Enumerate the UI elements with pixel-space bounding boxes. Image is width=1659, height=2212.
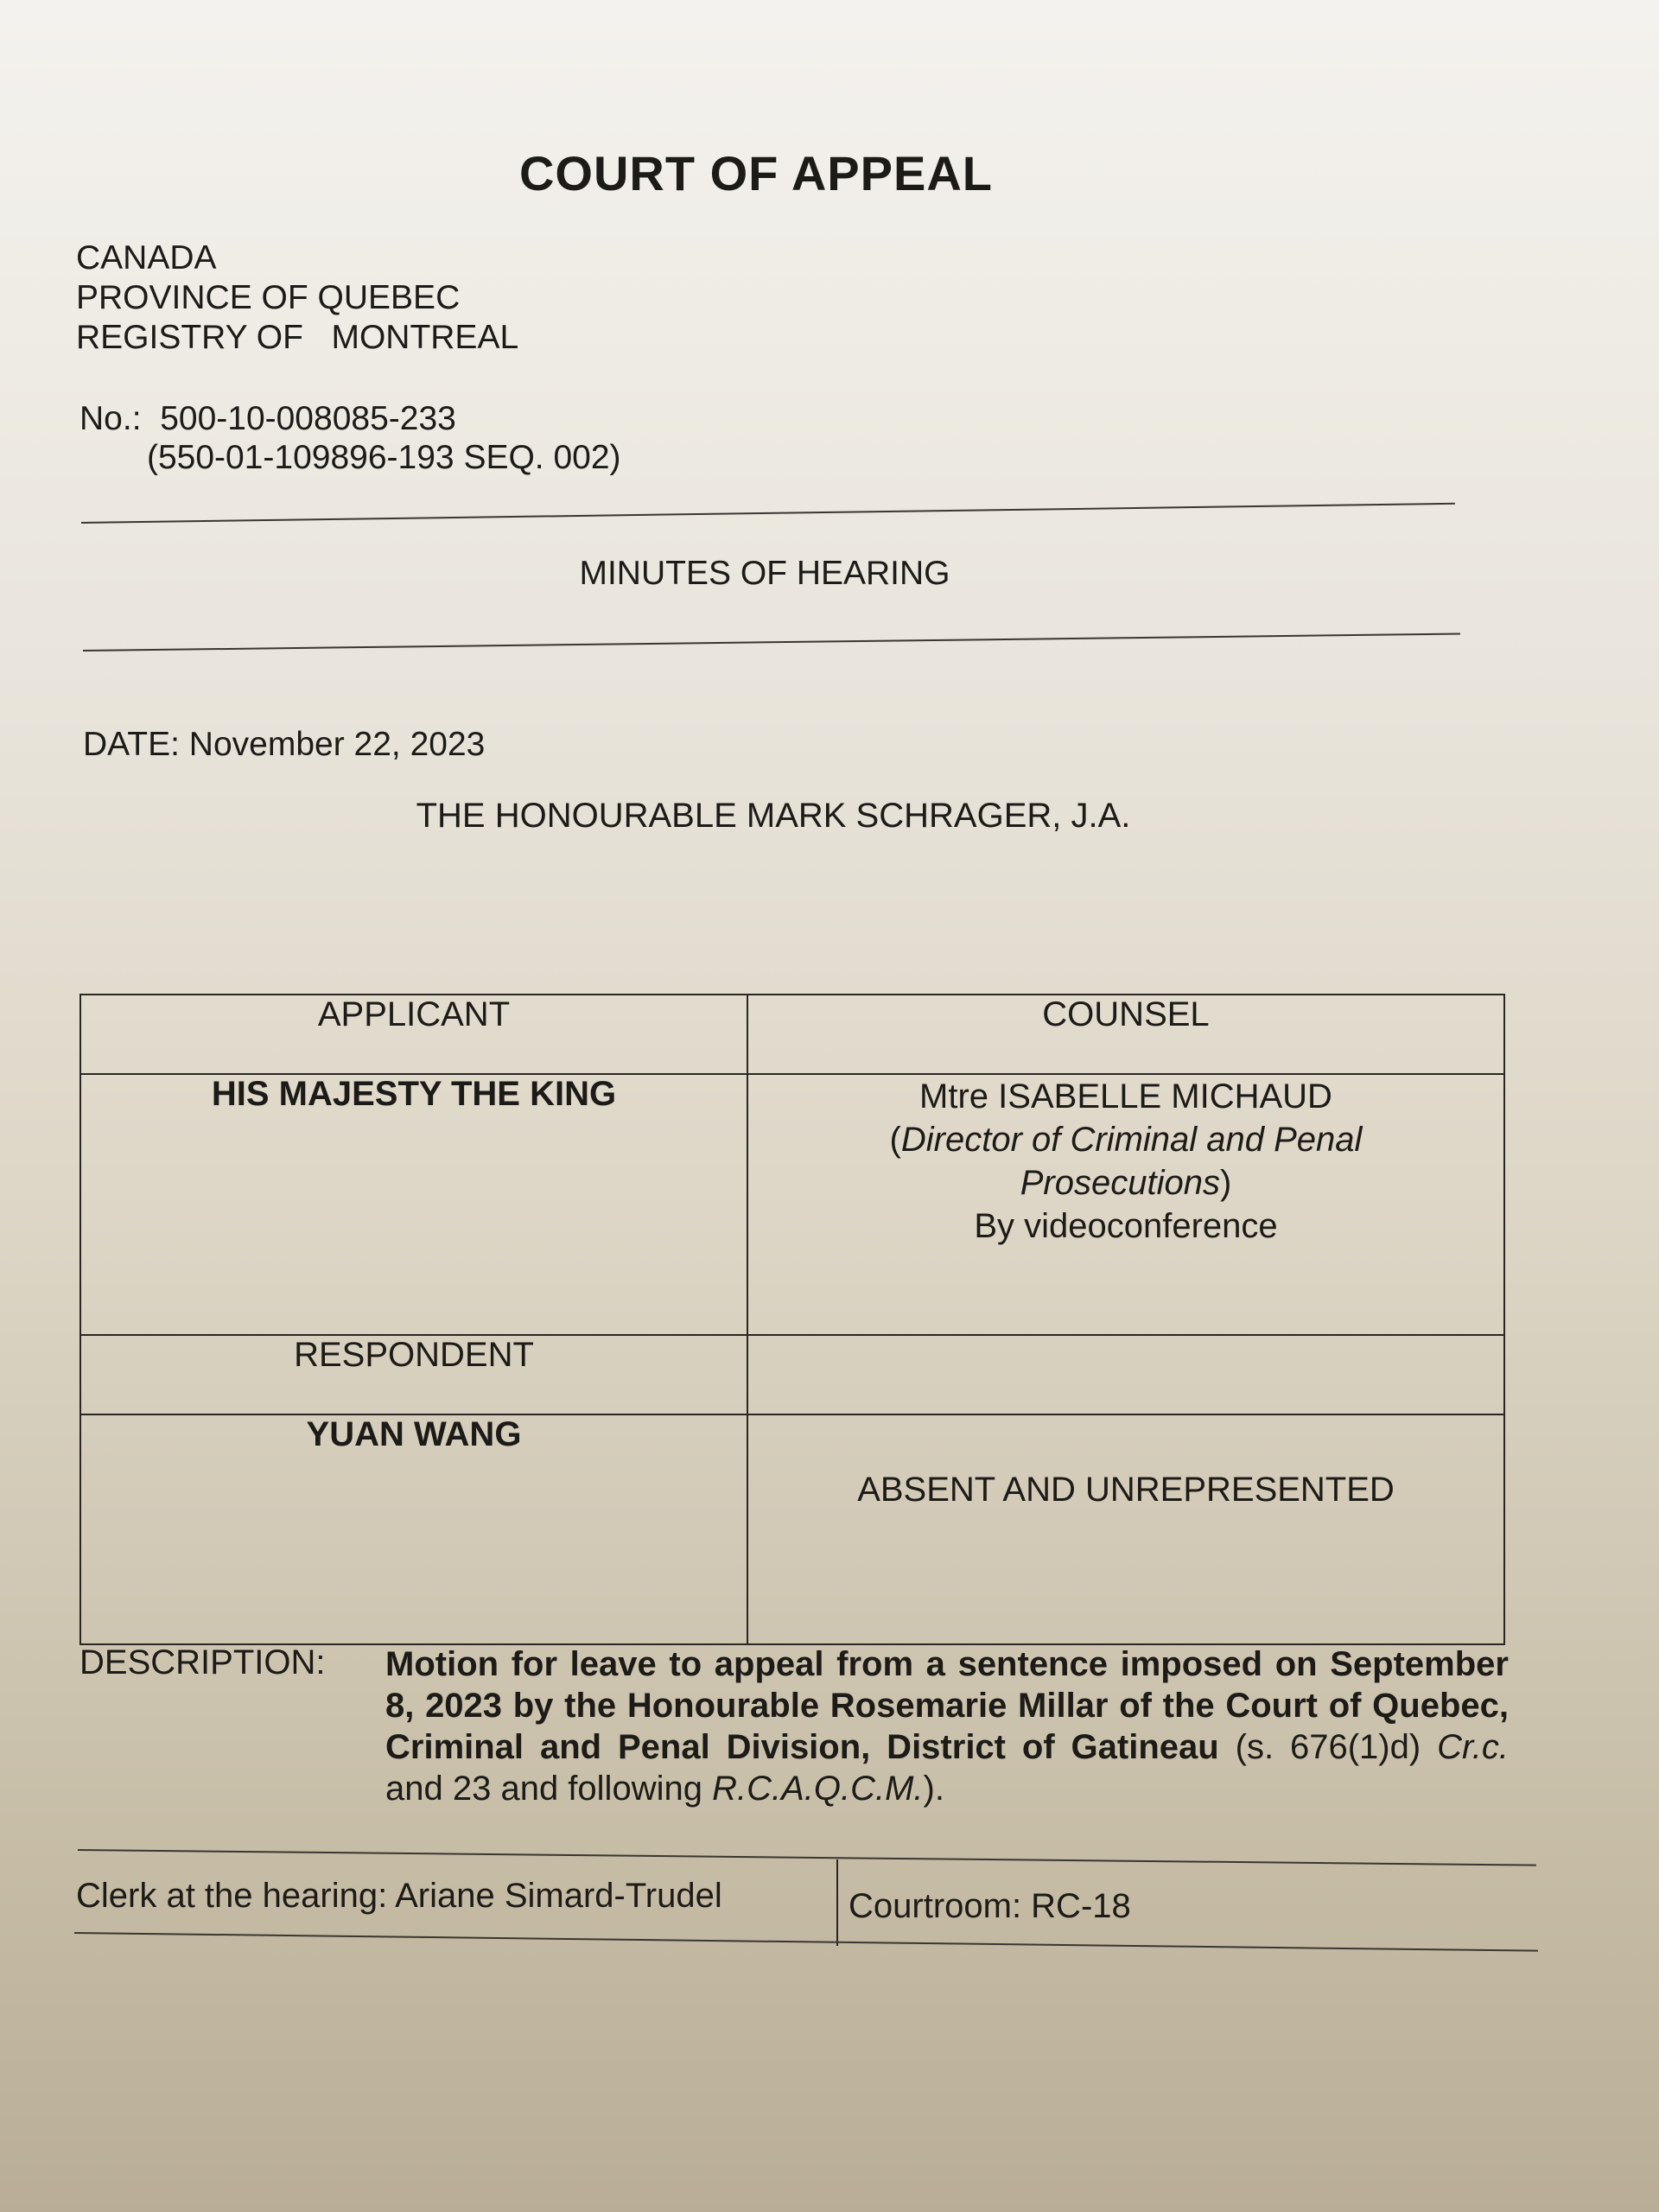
counsel-org-name: Director of Criminal and Penal Prosecutions: [900, 1121, 1363, 1202]
respondent-name: YUAN WANG: [80, 1414, 747, 1644]
description-italic-2: R.C.A.Q.C.M.: [712, 1770, 924, 1808]
divider-bottom: [83, 633, 1460, 652]
counsel-attendance-mode: By videoconference: [974, 1207, 1278, 1245]
respondent-header-blank: [747, 1335, 1504, 1414]
court-title: COURT OF APPEAL: [518, 146, 994, 200]
description-text-1: (s. 676(1)d): [1218, 1728, 1438, 1766]
applicant-name: HIS MAJESTY THE KING: [80, 1074, 747, 1335]
description-text-2: and 23 and following: [385, 1770, 713, 1808]
province-label: PROVINCE OF QUEBEC: [76, 279, 461, 316]
applicant-counsel-cell: [747, 1074, 1504, 1335]
case-sub-number: (550-01-109896-193 SEQ. 002): [147, 439, 621, 476]
jurisdiction-block: [76, 238, 518, 358]
description-bold-text: Motion for leave to appeal from a sentence imposed on September 8, 2023 by the Honourable Rosemarie Millar of the Court of Quebec, Criminal and Penal Division, District of Gatineau: [385, 1645, 1509, 1766]
respondent-counsel: ABSENT AND UNREPRESENTED: [747, 1414, 1504, 1644]
presiding-judge: THE HONOURABLE MARK SCHRAGER, J.A.: [416, 797, 1131, 835]
footer-divider-bottom: [74, 1932, 1538, 1952]
country-label: CANADA: [76, 239, 217, 276]
registry-label: REGISTRY OF MONTREAL: [76, 319, 519, 356]
description-label: DESCRIPTION:: [79, 1643, 326, 1681]
counsel-header: COUNSEL: [747, 995, 1504, 1074]
footer-separator: [836, 1859, 838, 1946]
courtroom-label: Courtroom: RC-18: [849, 1887, 1131, 1925]
counsel-organization: [748, 1118, 1503, 1205]
counsel-org-close: ): [1219, 1164, 1232, 1202]
description-italic-1: Cr.c.: [1437, 1728, 1510, 1766]
hearing-date: DATE: November 22, 2023: [83, 726, 486, 763]
clerk-name: Clerk at the hearing: Ariane Simard-Trudel: [76, 1877, 722, 1915]
footer-divider-top: [78, 1849, 1536, 1866]
respondent-header: RESPONDENT: [80, 1335, 747, 1414]
description-text: [385, 1643, 1509, 1809]
counsel-name: Mtre ISABELLE MICHAUD: [919, 1077, 1332, 1116]
parties-table: [79, 994, 1505, 1645]
divider-top: [81, 503, 1455, 524]
document-type-heading: MINUTES OF HEARING: [579, 555, 950, 592]
description-text-3: ).: [923, 1770, 944, 1808]
case-number: No.: 500-10-008085-233: [79, 400, 456, 437]
counsel-org-open: (: [889, 1121, 901, 1159]
applicant-header: APPLICANT: [80, 995, 747, 1074]
